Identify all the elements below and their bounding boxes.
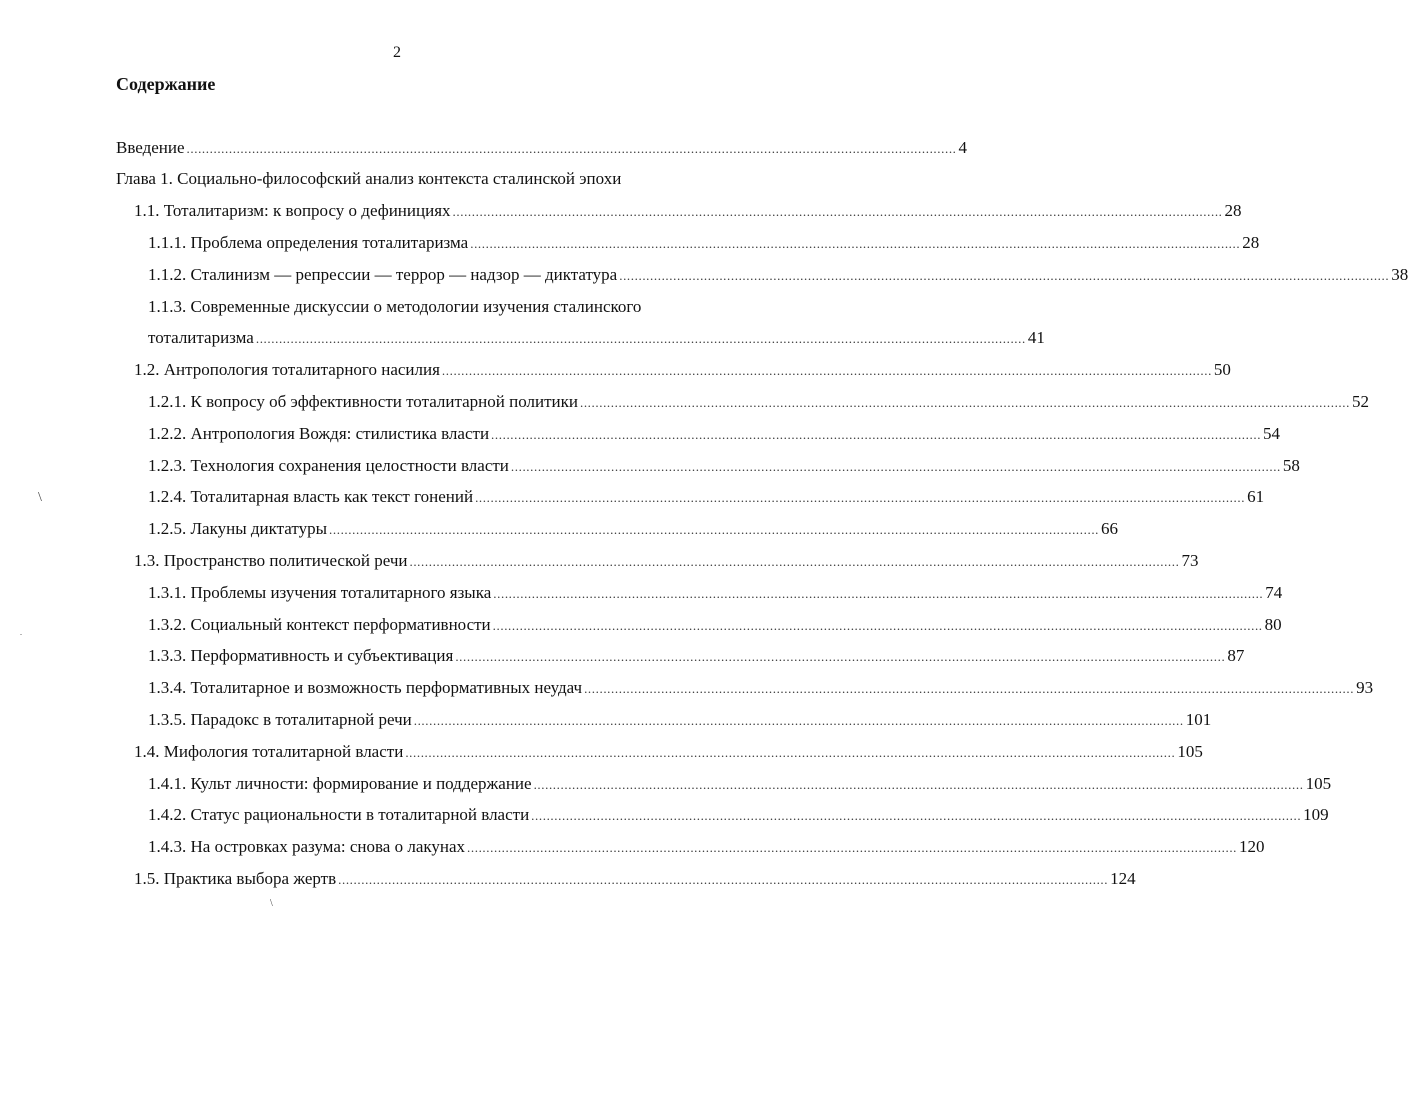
toc-entry-chapter-1: Глава 1. Социально-философский анализ контекста сталинской эпохи: [116, 169, 622, 188]
toc-entry-1-3-2: 1.3.2. Социальный контекст перформативности ........................................................................................................................................................................................................ 80: [148, 613, 734, 637]
toc-entry-1-5: 1.5. Практика выбора жертв ........................................................................................................................................................................................................ 124: [134, 867, 734, 891]
toc-entry-1-1-2: 1.1.2. Сталинизм — репрессии — террор — надзор — диктатура ........................................................................................................................................................................................................ 38: [148, 263, 734, 287]
toc-entry-1-4-2: 1.4.2. Статус рациональности в тоталитарной власти ........................................................................................................................................................................................................ 109: [148, 803, 734, 827]
toc-entry-1-4-1: 1.4.1. Культ личности: формирование и поддержание ........................................................................................................................................................................................................ 105: [148, 772, 734, 796]
scan-speck: .: [20, 628, 22, 637]
dot-leader: ........................................................................................................................................................................................................: [329, 522, 1100, 537]
toc-entry-1-3-5: 1.3.5. Парадокс в тоталитарной речи ........................................................................................................................................................................................................ 101: [148, 708, 734, 732]
toc-entry-1-3-1: 1.3.1. Проблемы изучения тоталитарного языка ........................................................................................................................................................................................................ 74: [148, 581, 734, 605]
toc-entry-1-2-3: 1.2.3. Технология сохранения целостности власти ........................................................................................................................................................................................................ 58: [148, 454, 734, 478]
dot-leader: ........................................................................................................................................................................................................: [455, 649, 1226, 664]
toc-entry-1-1-3-cont: тоталитаризма ........................................................................................................................................................................................................ 41: [148, 326, 734, 350]
dot-leader: ........................................................................................................................................................................................................: [413, 713, 1184, 728]
dot-leader: ........................................................................................................................................................................................................: [470, 236, 1241, 251]
page-number: 2: [393, 44, 401, 61]
toc-entry-1-4-3: 1.4.3. На островках разума: снова о лакунах ........................................................................................................................................................................................................ 120: [148, 835, 734, 859]
dot-leader: ........................................................................................................................................................................................................: [405, 745, 1176, 760]
toc-entry-1-1-1: 1.1.1. Проблема определения тоталитаризма ........................................................................................................................................................................................................ 28: [148, 231, 734, 255]
dot-leader: ........................................................................................................................................................................................................: [441, 363, 1212, 378]
dot-leader: ........................................................................................................................................................................................................: [338, 872, 1109, 887]
dot-leader: ........................................................................................................................................................................................................: [533, 777, 1304, 792]
toc-entry-1-1: 1.1. Тоталитаризм: к вопросу о дефинициях ........................................................................................................................................................................................................ 28: [134, 199, 734, 223]
toc-heading: Содержание: [116, 74, 216, 94]
dot-leader: ........................................................................................................................................................................................................: [492, 618, 1263, 633]
dot-leader: ........................................................................................................................................................................................................: [186, 141, 957, 156]
dot-leader: ........................................................................................................................................................................................................: [467, 840, 1238, 855]
dot-leader: ........................................................................................................................................................................................................: [493, 586, 1264, 601]
scan-speck: \: [38, 490, 42, 505]
dot-leader: ........................................................................................................................................................................................................: [579, 395, 1350, 410]
dot-leader: ........................................................................................................................................................................................................: [255, 331, 1026, 346]
toc-entry-1-3-4: 1.3.4. Тоталитарное и возможность перформативных неудач ........................................................................................................................................................................................................ 93: [148, 676, 734, 700]
dot-leader: ........................................................................................................................................................................................................: [409, 554, 1180, 569]
dot-leader: ........................................................................................................................................................................................................: [531, 808, 1302, 823]
toc-entry-1-2-4: 1.2.4. Тоталитарная власть как текст гонений ........................................................................................................................................................................................................ 61: [148, 485, 734, 509]
toc-entry-1-3-3: 1.3.3. Перформативность и субъективация ........................................................................................................................................................................................................ 87: [148, 644, 734, 668]
dot-leader: ........................................................................................................................................................................................................: [491, 427, 1262, 442]
dot-leader: ........................................................................................................................................................................................................: [619, 268, 1390, 283]
dot-leader: ........................................................................................................................................................................................................: [584, 681, 1355, 696]
dot-leader: ........................................................................................................................................................................................................: [510, 459, 1281, 474]
toc-entry-1-3: 1.3. Пространство политической речи ........................................................................................................................................................................................................ 73: [134, 549, 734, 573]
toc-entry-introduction: Введение ........................................................................................................................................................................................................ 4: [116, 136, 732, 160]
toc-entry-1-2-1: 1.2.1. К вопросу об эффективности тоталитарной политики ........................................................................................................................................................................................................ 52: [148, 390, 734, 414]
scan-speck: \: [270, 898, 273, 909]
toc-entry-1-2-2: 1.2.2. Антропология Вождя: стилистика власти ........................................................................................................................................................................................................ 54: [148, 422, 734, 446]
dot-leader: ........................................................................................................................................................................................................: [452, 204, 1223, 219]
dot-leader: ........................................................................................................................................................................................................: [475, 490, 1246, 505]
toc-entry-1-2: 1.2. Антропология тоталитарного насилия ........................................................................................................................................................................................................ 50: [134, 358, 734, 382]
toc-entry-1-1-3: 1.1.3. Современные дискуссии о методологии изучения сталинского: [148, 297, 642, 316]
toc-entry-1-2-5: 1.2.5. Лакуны диктатуры ........................................................................................................................................................................................................ 66: [148, 517, 734, 541]
toc-entry-1-4: 1.4. Мифология тоталитарной власти ........................................................................................................................................................................................................ 105: [134, 740, 734, 764]
